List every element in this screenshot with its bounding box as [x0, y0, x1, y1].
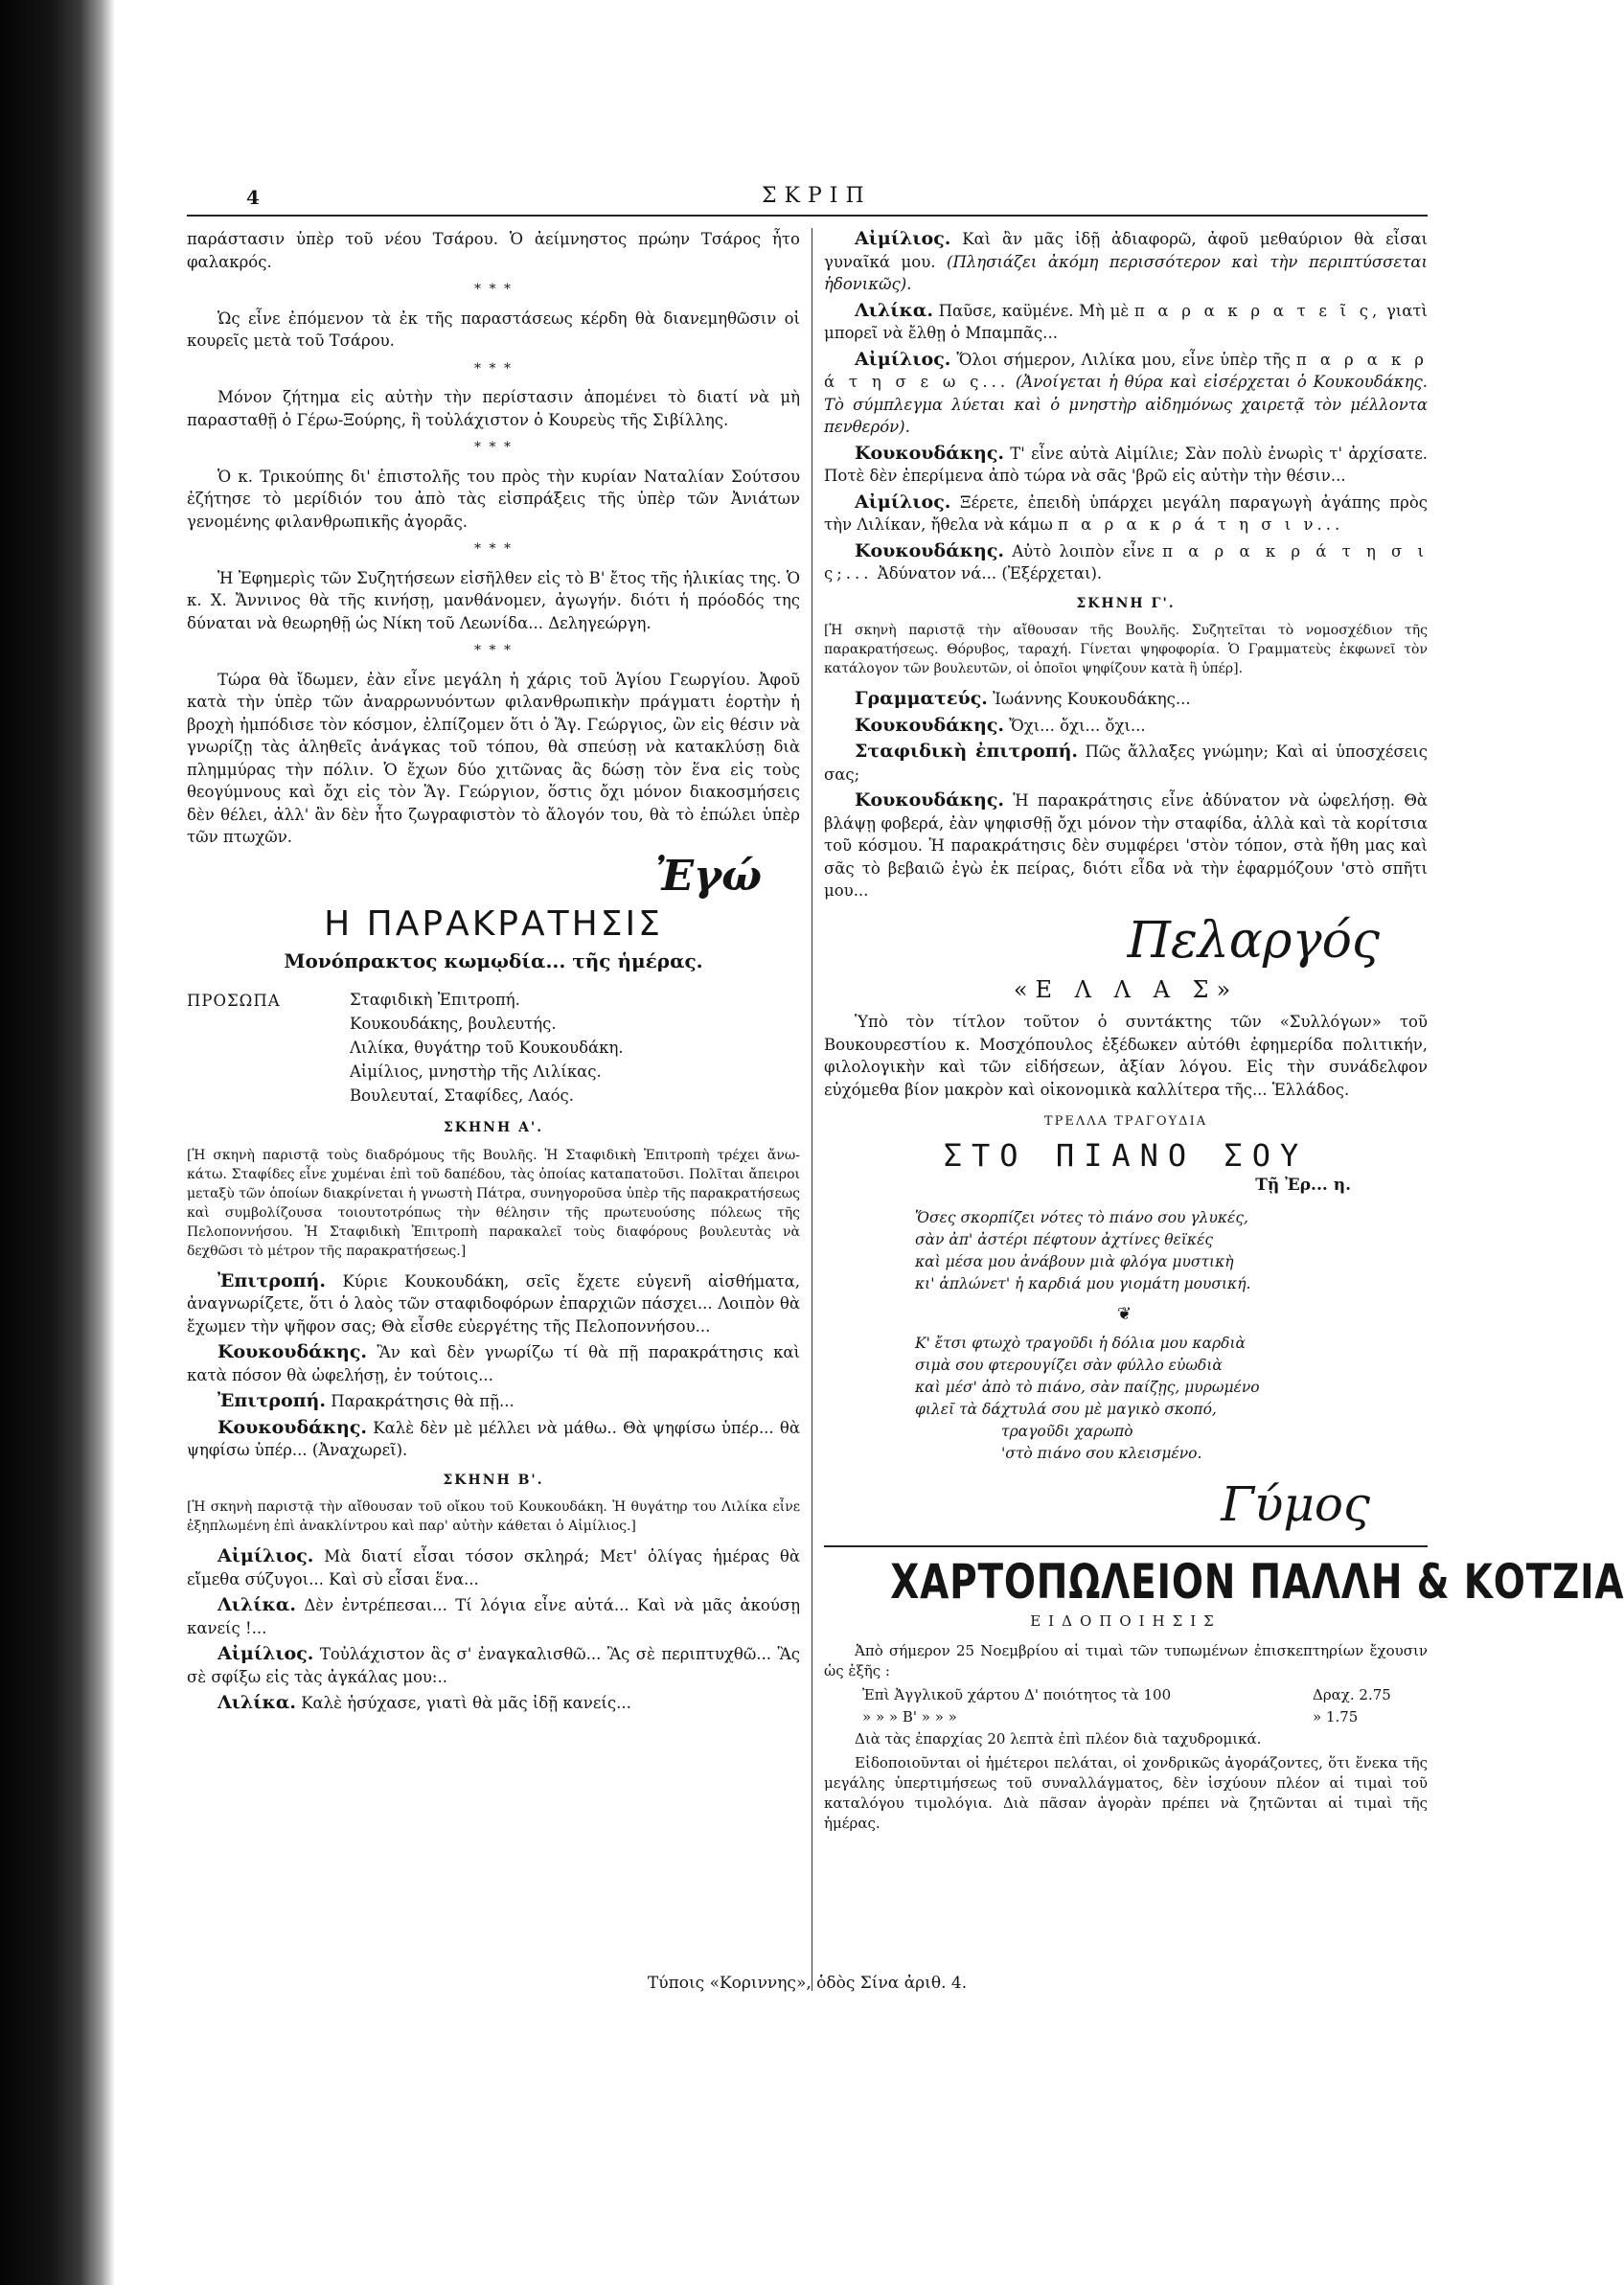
- speaker: Κουκουδάκης.: [855, 539, 1004, 561]
- dialogue-line: [187, 1270, 800, 1338]
- speaker: Ἐπιτροπή.: [217, 1269, 326, 1291]
- dialogue-line: [187, 1545, 800, 1590]
- speech: Κύριε Κουκουδάκη, σεῖς ἔχετε εὐγενῆ αἰσθήματα, ἀναγνωρίζετε, ὅτι ὁ λαὸς τῶν σταφιδοφόρων ἐπαρχιῶν πάσχει... Λοιπὸν θὰ ἔχωμεν τὴν ψῆφον σας; Θὰ εἶσθε εὐεργέτης τῆς Πελοποννήσου...: [187, 1271, 801, 1336]
- dialogue-line: [187, 1692, 800, 1715]
- page-number: 4: [246, 186, 260, 209]
- speech: Δὲν ἐντρέπεσαι... Τί λόγια εἶνε αὐτά... Καὶ νὰ μᾶς ἀκούσῃ κανείς !...: [187, 1596, 801, 1637]
- dialogue-line: [824, 540, 1428, 585]
- verse-line: κι' ἁπλώνετ' ἡ καρδιά μου γιομάτη μουσική.: [915, 1274, 1251, 1292]
- stage-direction: [Ἡ σκηνὴ παριστᾷ τοὺς διαδρόμους τῆς Βουλῆς. Ἡ Σταφιδικὴ Ἐπιτροπὴ τρέχει ἄνω-κάτω. Σταφίδες εἶνε χυμέναι ἐπὶ τοῦ δαπέδου, τὰς ὁποίας καταπατοῦσι. Πολῖται ἄπειροι μεταξὺ τῶν ὁποίων διακρίνεται ἡ γνωστὴ Πάτρα, συνηγοροῦσα ὑπὲρ τῆς παρακρατήσεως καὶ συμβολίζουσα τοιουτοτρόπως τὴν θέλησιν τῆς πρωτευούσης πόλεως τῆς Πελοποννήσου. Ἡ Σταφιδικὴ Ἐπιτροπὴ παρακαλεῖ τοὺς διαφόρους βουλευτὰς νὰ δεχθῶσι τὸ μέτρον τῆς παρακρατήσεως.]: [187, 1147, 800, 1259]
- verse-line: φιλεῖ τὰ δάχτυλά σου μὲ μαγικὸ σκοπό,: [915, 1401, 1217, 1418]
- dialogue-line: [824, 741, 1428, 786]
- dialogue-line: [824, 443, 1428, 488]
- speech: Πῶς ἄλλαξες γνώμην; Καὶ αἱ ὑποσχέσεις σας;: [824, 743, 1429, 784]
- separator-stars: * * *: [474, 643, 513, 658]
- news-paragraph: Ἡ Ἐφημερὶς τῶν Συζητήσεων εἰσῆλθεν εἰς τὸ Β' ἔτος τῆς ἡλικίας της. Ὁ κ. Χ. Ἄννινος θὰ τῆς κινήσῃ, μανθάνομεν, ἀγωγήν. διότι ἡ πρόοδός της δύναται νὰ θεωρηθῇ ὡς Νίκη τοῦ Λεωνίδα... Δεληγεώργη.: [187, 568, 800, 632]
- dialogue-line: [187, 1390, 800, 1413]
- verse-line: τραγοῦδι χαρωπὸ: [1001, 1423, 1133, 1440]
- signature-pelargos: Πελαργός: [1127, 911, 1380, 970]
- speech: Μὰ διατί εἶσαι τόσον σκληρά; Μετ' ὀλίγας ἡμέρας θὰ εἴμεθα σύζυγοι... Καὶ σὺ εἶσαι ἕνα...: [187, 1547, 801, 1588]
- spaced-word: π α ρ α κ ρ ά τ η σ ι ν...: [1058, 515, 1344, 534]
- verse-line: Κ' ἔτσι φτωχὸ τραγοῦδι ἡ δόλια μου καρδιὰ: [915, 1335, 1247, 1352]
- verse-line: καὶ μέσ' ἀπὸ τὸ πιάνο, σὰν παίζῃς, μυρωμένο: [915, 1379, 1260, 1396]
- speech: Ὅλοι σήμερον, Λιλίκα μου, εἶνε ὑπὲρ τῆς: [956, 350, 1291, 369]
- verse-line: σιμὰ σου φτερουγίζει σὰν φύλλο εὐωδιὰ: [915, 1357, 1223, 1374]
- cast-member: Βουλευταί, Σταφίδες, Λαός.: [350, 1086, 575, 1105]
- advertisement: [824, 1545, 1624, 1834]
- play-title: Η ΠΑΡΑΚΡΑΤΗΣΙΣ: [324, 903, 663, 944]
- speech: Ξέρετε, ἐπειδὴ ὑπάρχει μεγάλη παραγωγὴ ἀγάπης πρὸς τὴν Λιλίκαν, ἤθελα νὰ κάμω: [824, 492, 1428, 534]
- cast-member: Σταφιδικὴ Ἐπιτροπή.: [350, 991, 520, 1009]
- ad-text: Ἀπὸ σήμερον 25 Νοεμβρίου αἱ τιμαὶ τῶν τυπωμένων ἐπισκεπτηρίων ἔχουσιν ὡς ἑξῆς :: [824, 1641, 1428, 1679]
- spaced-word: π α ρ α κ ρ α τ ε ῖ ς,: [1133, 301, 1382, 320]
- verse-line: σὰν ἀπ' ἀστέρι πέφτουν ἀχτίνες θεϊκές: [915, 1230, 1214, 1248]
- dialogue-line: [824, 789, 1428, 903]
- price-value: » 1.75: [1313, 1707, 1359, 1725]
- cast-block: [187, 988, 800, 1108]
- scene-heading: ΣΚΗΝΗ Α'.: [443, 1120, 544, 1135]
- ad-text: Διὰ τὰς ἐπαρχίας 20 λεπτὰ ἐπὶ πλέον διὰ ταχυδρομικά.: [855, 1729, 1262, 1748]
- dialogue-line: [187, 1643, 800, 1688]
- right-column: [824, 228, 1624, 1991]
- news-paragraph: Τώρα θὰ ἴδωμεν, ἐὰν εἶνε μεγάλη ἡ χάρις τοῦ Ἁγίου Γεωργίου. Ἀφοῦ κατὰ τὴν ὑπὲρ τῶν ἀναρρωνυόντων φιλανθρωπικὴν πράγματι ἑορτὴν ἡ βροχὴ ἠμπόδισε τὸν κόσμον, ἐλπίζομεν ὅτι ὁ Ἅγ. Γεώργιος, ὢν εἰς θέσιν νὰ γνωρίζῃ τὰς ἀληθεῖς ἀνάγκας τοῦ τόπου, θὰ σπεύσῃ νὰ κατακλύσῃ διὰ πλημμύρας τὴν πόλιν. Ὁ ἔχων δύο χιτῶνας ἂς δώσῃ τὸν ἕνα εἰς τοὺς θεογύμνους καὶ ὄχι εἰς τὸν Ἅγ. Γεώργιον, ὅστις ὄχι μόνον διακοσμήσεις δὲν θέλει, ἀλλ' ἂν δὲν ἦτο ζωγραφιστὸν τὸ ἄλογόν του, θὰ τὸ ἐπώλει ὑπὲρ τῶν πτωχῶν.: [187, 670, 800, 846]
- cast-label: ΠΡΟΣΩΠΑ: [187, 992, 281, 1010]
- cast-member: Κουκουδάκης, βουλευτής.: [350, 1015, 557, 1033]
- separator-stars: * * *: [474, 360, 513, 377]
- price-label: Ἐπὶ Ἀγγλικοῦ χάρτου Δ' ποιότητος τὰ 100: [862, 1685, 1172, 1703]
- ad-subtitle: ΕΙΔΟΠΟΙΗΣΙΣ: [1030, 1612, 1222, 1630]
- stage-aside: (Πλησιάζει ἀκόμη περισσότερον καὶ τὴν περιπτύσσεται ἡδονικῶς).: [824, 252, 1428, 293]
- stage-direction: [Ἡ σκηνὴ παριστᾷ τὴν αἴθουσαν τοῦ οἴκου τοῦ Κουκουδάκη. Ἡ θυγάτηρ του Λιλίκα εἶνε ἐξηπλωμένη ἐπὶ ἀνακλίντρου καὶ παρ' αὐτὴν κάθεται ὁ Αἰμίλιος.]: [187, 1499, 800, 1534]
- song-title: ΣΤΟ ΠΙΑΝΟ ΣΟΥ: [943, 1136, 1309, 1174]
- speech: Παῦσε, καϋμένε. Μὴ μὲ: [938, 301, 1130, 320]
- ad-text: Εἰδοποιοῦνται οἱ ἡμέτεροι πελάται, οἱ χονδρικῶς ἀγοράζοντες, ὅτι ἕνεκα τῆς μεγάλης ὑπερτιμήσεως τοῦ συναλλάγματος, δὲν ἰσχύουν πλέον αἱ τιμαὶ τοῦ καταλόγου τιμολόγια. Διὰ πᾶσαν ἀγορὰν πρέπει νὰ ζητῶνται αἱ τιμαὶ τῆς ἡμέρας.: [824, 1753, 1428, 1832]
- speech: Παρακράτησις θὰ πῇ...: [331, 1392, 515, 1410]
- news-paragraph: Ὁ κ. Τρικούπης δι' ἐπιστολῆς του πρὸς τὴν κυρίαν Ναταλίαν Σούτσου ἐζήτησε τὸ μερίδιόν του ἀπὸ τὰς εἰσπράξεις τῆς ὑπὲρ τῶν Ἀνιάτων γενομένης φιλανθρωπικῆς ἀγορᾶς.: [187, 467, 800, 531]
- verse-line: Ὅσες σκορπίζει νότες τὸ πιάνο σου γλυκές,: [915, 1208, 1248, 1226]
- news-paragraph: Μόνον ζήτημα εἰς αὐτὴν τὴν περίστασιν ἀπομένει τὸ διατί νὰ μὴ παρασταθῇ ὁ Γέρω-Ξούρης, ἢ τοὐλάχιστον ὁ Κουρεὺς τῆς Σιβίλλης.: [187, 388, 800, 429]
- spaced-word: π α ρ α κ ρ ά τ η σ ε ω ς...: [824, 350, 1429, 391]
- speaker: Αἰμίλιος.: [217, 1545, 314, 1566]
- speech: Καλὲ ἡσύχασε, γιατὶ θὰ μᾶς ἰδῇ κανείς...: [301, 1694, 631, 1712]
- price-row: [824, 1685, 1428, 1705]
- signature-ergo: Ἐγώ: [654, 851, 762, 901]
- price-value: Δραχ. 2.75: [1313, 1685, 1391, 1703]
- dialogue-line: [824, 349, 1428, 439]
- price-label: » » » Β' » » »: [862, 1707, 957, 1725]
- speaker: Κουκουδάκης.: [855, 789, 1004, 811]
- section-label-songs: ΤΡΕΛΛΑ ΤΡΑΓΟΥΔΙΑ: [1043, 1114, 1208, 1129]
- verse-line: καὶ μέσα μου ἀνάβουν μιὰ φλόγα μυστικὴ: [915, 1252, 1234, 1270]
- scene-heading: ΣΚΗΝΗ Β'.: [443, 1472, 544, 1488]
- dialogue-line: [187, 1341, 800, 1386]
- signature-gymos: Γύμος: [1221, 1476, 1370, 1532]
- separator-stars: * * *: [474, 541, 513, 557]
- speaker: Σταφιδικὴ ἐπιτροπή.: [855, 741, 1079, 762]
- dialogue-line: [824, 715, 1428, 738]
- dialogue-line: [187, 1417, 800, 1462]
- newspaper-page: [187, 172, 1624, 2012]
- left-column: [187, 228, 800, 1991]
- verse-stanza: [915, 1333, 1428, 1465]
- speaker: Αἰμίλιος.: [855, 491, 951, 513]
- speech: Ὄχι... ὄχι... ὄχι...: [1009, 716, 1146, 735]
- speech: Καὶ ἂν μᾶς ἰδῇ ἀδιαφορῶ, ἀφοῦ μεθαύριον θὰ εἶσαι γυναῖκά μου.: [824, 230, 1429, 271]
- scene-heading: ΣΚΗΝΗ Γ'.: [1076, 595, 1176, 611]
- stage-direction: [Ἡ σκηνὴ παριστᾷ τὴν αἴθουσαν τῆς Βουλῆς. Συζητεῖται τὸ νομοσχέδιον τῆς παρακρατήσεως. Θόρυβος, ταραχή. Γίνεται ψηφοφορία. Ὁ Γραμματεὺς ἐκφωνεῖ τὸν κατάλογον τῶν βουλευτῶν, οἱ ὁποῖοι ψηφίζουν κατὰ ἢ ὑπέρ].: [824, 623, 1428, 676]
- speech: Αὐτὸ λοιπὸν εἶνε: [1012, 541, 1155, 560]
- dialogue-line: [824, 228, 1428, 296]
- speaker: Αἰμίλιος.: [217, 1643, 314, 1664]
- spaced-word: π α ρ α κ ρ ά τ η σ ι ς;...: [824, 541, 1428, 583]
- verse-stanza: [915, 1207, 1428, 1295]
- news-paragraph: Ὡς εἶνε ἐπόμενον τὰ ἐκ τῆς παραστάσεως κέρδη θὰ διανεμηθῶσιν οἱ κουρεῖς μετὰ τοῦ Τσάρου.: [187, 308, 800, 350]
- ornament-icon: ❦: [1116, 1303, 1135, 1324]
- masthead: ΣΚΡΙΠ: [762, 184, 872, 208]
- section-title-hellas: «Ε Λ Λ Α Σ»: [1013, 975, 1239, 1003]
- speech: Καλὲ δὲν μὲ μέλλει νὰ μάθω.. Θὰ ψηφίσω ὑπέρ... θὰ ψηφίσω ὑπέρ... (Ἀναχωρεῖ).: [187, 1418, 801, 1459]
- speech: Τ' εἶνε αὐτὰ Αἰμίλιε; Σὰν πολὺ ἐνωρὶς τ' ἀρχίσατε. Ποτὲ δὲν ἐπερίμενα ἀπὸ τώρα νὰ σᾶς 'βρῶ εἰς αὐτὴν τὴν θέσιν...: [824, 444, 1428, 485]
- dialogue-line: [824, 300, 1428, 345]
- speaker: Αἰμίλιος.: [855, 228, 951, 249]
- speaker: Λιλίκα.: [217, 1692, 296, 1713]
- speaker: Ἐπιτροπή.: [217, 1390, 326, 1411]
- cast-member: Λιλίκα, θυγάτηρ τοῦ Κουκουδάκη.: [350, 1039, 624, 1057]
- speaker: Κουκουδάκης.: [855, 714, 1004, 736]
- speech: Ἂν καὶ δὲν γνωρίζω τί θὰ πῇ παρακράτησις καὶ κατὰ πόσον θὰ ὠφελήσῃ, ἐν τούτοις...: [187, 1343, 801, 1384]
- cast-list: [350, 988, 624, 1108]
- speech: Ἡ παρακράτησις εἶνε ἀδύνατον νὰ ὠφελήσῃ. Θὰ βλάψῃ φοβερά, ἐὰν ψηφισθῇ ὄχι μόνον τὴν σταφίδα, ἀλλὰ καὶ τὰ κορίτσια τοῦ κόσμου. Ἡ παρακράτησις δὲν συμφέρει 'στὸν τόπον, στὰ ἤθη μας καὶ σᾶς τὸ βεβαιῶ ἐγὼ ἐκ πείρας, διότι εἶδα νὰ τὴν ἐφαρμόζουν 'στὸ σπῆτι μου...: [824, 791, 1429, 900]
- printer-imprint: Τύποις «Κοριννης», ὁδὸς Σίνα ἀριθ. 4.: [647, 1974, 968, 1993]
- song-dedication: Τῇ Ἐρ... η.: [1255, 1176, 1351, 1195]
- dialogue-line: [824, 491, 1428, 537]
- speech: Ἀδύνατον νά... (Ἐξέρχεται).: [877, 564, 1103, 583]
- separator-stars: * * *: [474, 282, 513, 297]
- speaker: Λιλίκα.: [217, 1594, 296, 1615]
- separator-stars: * * *: [474, 440, 513, 455]
- speaker: Κουκουδάκης.: [855, 442, 1004, 464]
- dialogue-line: [187, 1594, 800, 1639]
- news-paragraph: Ὑπὸ τὸν τίτλον τοῦτον ὁ συντάκτης τῶν «Συλλόγων» τοῦ Βουκουρεστίου κ. Μοσχόπουλος ἐξέδωκεν αὐτόθι ἐφημερίδα πολιτικήν, φιλολογικὴν καὶ τῶν εἰδήσεων, ἀξίαν λόγου. Εἰς τὴν συνάδελφον εὐχόμεθα βίον μακρὸν καὶ οἰκονομικὰ καλλίτερα τῆς... Ἑλλάδος.: [824, 1013, 1428, 1099]
- header-rule: [187, 215, 1428, 217]
- speaker: Γραμματεύς.: [855, 688, 988, 709]
- verse-line: 'στὸ πιάνο σου κλεισμένο.: [1001, 1445, 1202, 1462]
- news-paragraph: παράστασιν ὑπὲρ τοῦ νέου Τσάρου. Ὁ ἀείμνηστος πρώην Τσάρος ἦτο φαλακρός.: [187, 230, 800, 271]
- speaker: Κουκουδάκης.: [217, 1341, 367, 1362]
- price-row: [824, 1707, 1428, 1727]
- speaker: Κουκουδάκης.: [217, 1416, 367, 1438]
- play-subtitle: Μονόπρακτος κωμῳδία... τῆς ἡμέρας.: [284, 948, 703, 972]
- speech: γιατὶ μπορεῖ νὰ ἔλθῃ ὁ Μπαμπᾶς...: [824, 301, 1429, 342]
- dialogue-line: [824, 688, 1428, 711]
- ad-title: ΧΑΡΤΟΠΩΛΕΙΟΝ ΠΑΛΛΗ & ΚΟΤΖΙΑ: [890, 1554, 1624, 1610]
- stage-aside: (Ἀνοίγεται ἡ θύρα καὶ εἰσέρχεται ὁ Κουκουδάκης. Τὸ σύμπλεγμα λύεται καὶ ὁ μνηστὴρ αἰδημόνως χαιρετᾷ τὸν μέλλοντα πενθερόν).: [824, 373, 1428, 436]
- speech: Ἰωάννης Κουκουδάκης...: [993, 690, 1191, 708]
- page-header: [187, 172, 1428, 207]
- speaker: Λιλίκα.: [855, 299, 933, 321]
- cast-member: Αἰμίλιος, μνηστὴρ τῆς Λιλίκας.: [350, 1063, 602, 1081]
- speaker: Αἰμίλιος.: [855, 348, 951, 370]
- scan-binding-edge: [0, 0, 115, 2285]
- speech: Τοὐλάχιστον ἂς σ' ἐναγκαλισθῶ... Ἂς σὲ περιπτυχθῶ... Ἂς σὲ σφίξω εἰς τὰς ἀγκάλας μου:..: [187, 1645, 801, 1686]
